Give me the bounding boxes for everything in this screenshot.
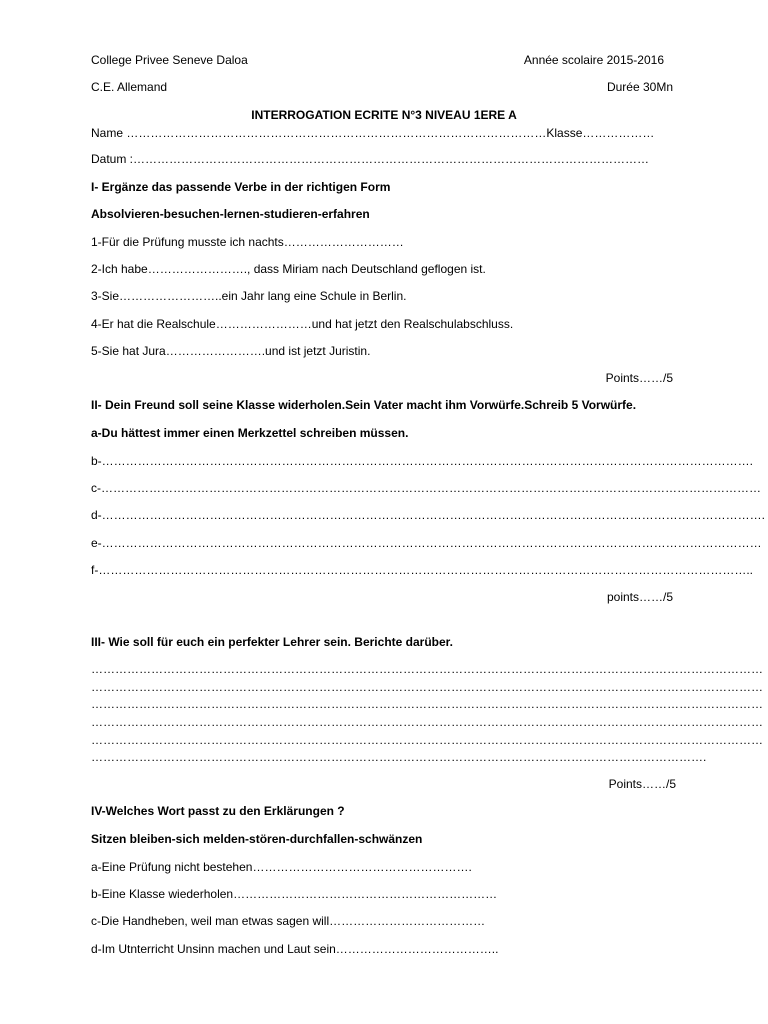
section3-answer-line: …………………………………………………………………………………………………………………………………………………… (91, 733, 763, 747)
section2-answer-line: b-………………………………………………………………………………………………………………………………………………. (91, 454, 754, 468)
section2-answer-line: e-………………………………………………………………………………………………………………………………………………… (91, 536, 762, 550)
school-year: Année scolaire 2015-2016 (523, 53, 664, 67)
duration: Durée 30Mn (606, 80, 673, 94)
section3-heading: III- Wie soll für euch ein perfekter Lehrer sein. Berichte darüber. (91, 635, 453, 649)
section3-points: Points……/5 (608, 777, 676, 791)
section4-item: b-Eine Klasse wiederholen………………………………………………………… (91, 887, 498, 901)
section3-answer-line: …………………………………………………………………………………………………………………………………………………… (91, 680, 763, 694)
section2-example: a-Du hättest immer einen Merkzettel schreiben müssen. (91, 426, 409, 440)
section4-heading: IV-Welches Wort passt zu den Erklärungen ? (91, 804, 345, 818)
section4-word-list: Sitzen bleiben-sich melden-stören-durchfallen-schwänzen (91, 832, 423, 846)
section1-item: 4-Er hat die Realschule……………………und hat jetzt den Realschulabschluss. (91, 317, 514, 331)
section2-answer-line: d-…………………………………………………………………………………………………………………………………………………. (91, 508, 766, 522)
section1-item: 2-Ich habe……………………., dass Miriam nach Deutschland geflogen ist. (91, 262, 486, 276)
section4-item: c-Die Handheben, weil man etwas sagen will………………………………… (91, 914, 486, 928)
name-field-line: Name ……………………………………………………………………………………………Klasse……………… (91, 126, 655, 140)
section1-heading: I- Ergänze das passende Verbe in der richtigen Form (91, 180, 391, 194)
section1-item: 3-Sie……………………..ein Jahr lang eine Schule in Berlin. (91, 289, 407, 303)
section1-item: 5-Sie hat Jura…………………….und ist jetzt Juristin. (91, 344, 371, 358)
exam-title: INTERROGATION ECRITE N°3 NIVEAU 1ERE A (251, 108, 517, 122)
section2-answer-line: c-………………………………………………………………………………………………………………………………………………… (91, 481, 761, 495)
section3-answer-line: …………………………………………………………………………………………………………………………………………………… (91, 715, 763, 729)
section1-points: Points……/5 (605, 371, 673, 385)
subject: C.E. Allemand (91, 80, 168, 94)
school-name: College Privee Seneve Daloa (91, 53, 248, 67)
section3-answer-line: ………………………………………………………………………………………………………………………………………. (91, 750, 707, 764)
section1-item: 1-Für die Prüfung musste ich nachts………………………… (91, 235, 404, 249)
datum-field-line: Datum :………………………………………………………………………………………………………………… (91, 152, 650, 166)
section2-answer-line: f-……………………………………………………………………………………………………………………………………………….. (91, 563, 753, 577)
section2-heading: II- Dein Freund soll seine Klasse widerholen.Sein Vater macht ihm Vorwürfe.Schreib 5 Vorwürfe. (91, 398, 637, 412)
section4-item: d-Im Utnterricht Unsinn machen und Laut sein………………………………….. (91, 942, 499, 956)
section4-item: a-Eine Prüfung nicht bestehen………………………………………………. (91, 860, 472, 874)
section3-answer-line: …………………………………………………………………………………………………………………………………………………… (91, 662, 763, 676)
section3-answer-line: …………………………………………………………………………………………………………………………………………………… (91, 697, 763, 711)
section2-points: points……/5 (606, 590, 673, 604)
section1-word-list: Absolvieren-besuchen-lernen-studieren-erfahren (91, 207, 370, 221)
